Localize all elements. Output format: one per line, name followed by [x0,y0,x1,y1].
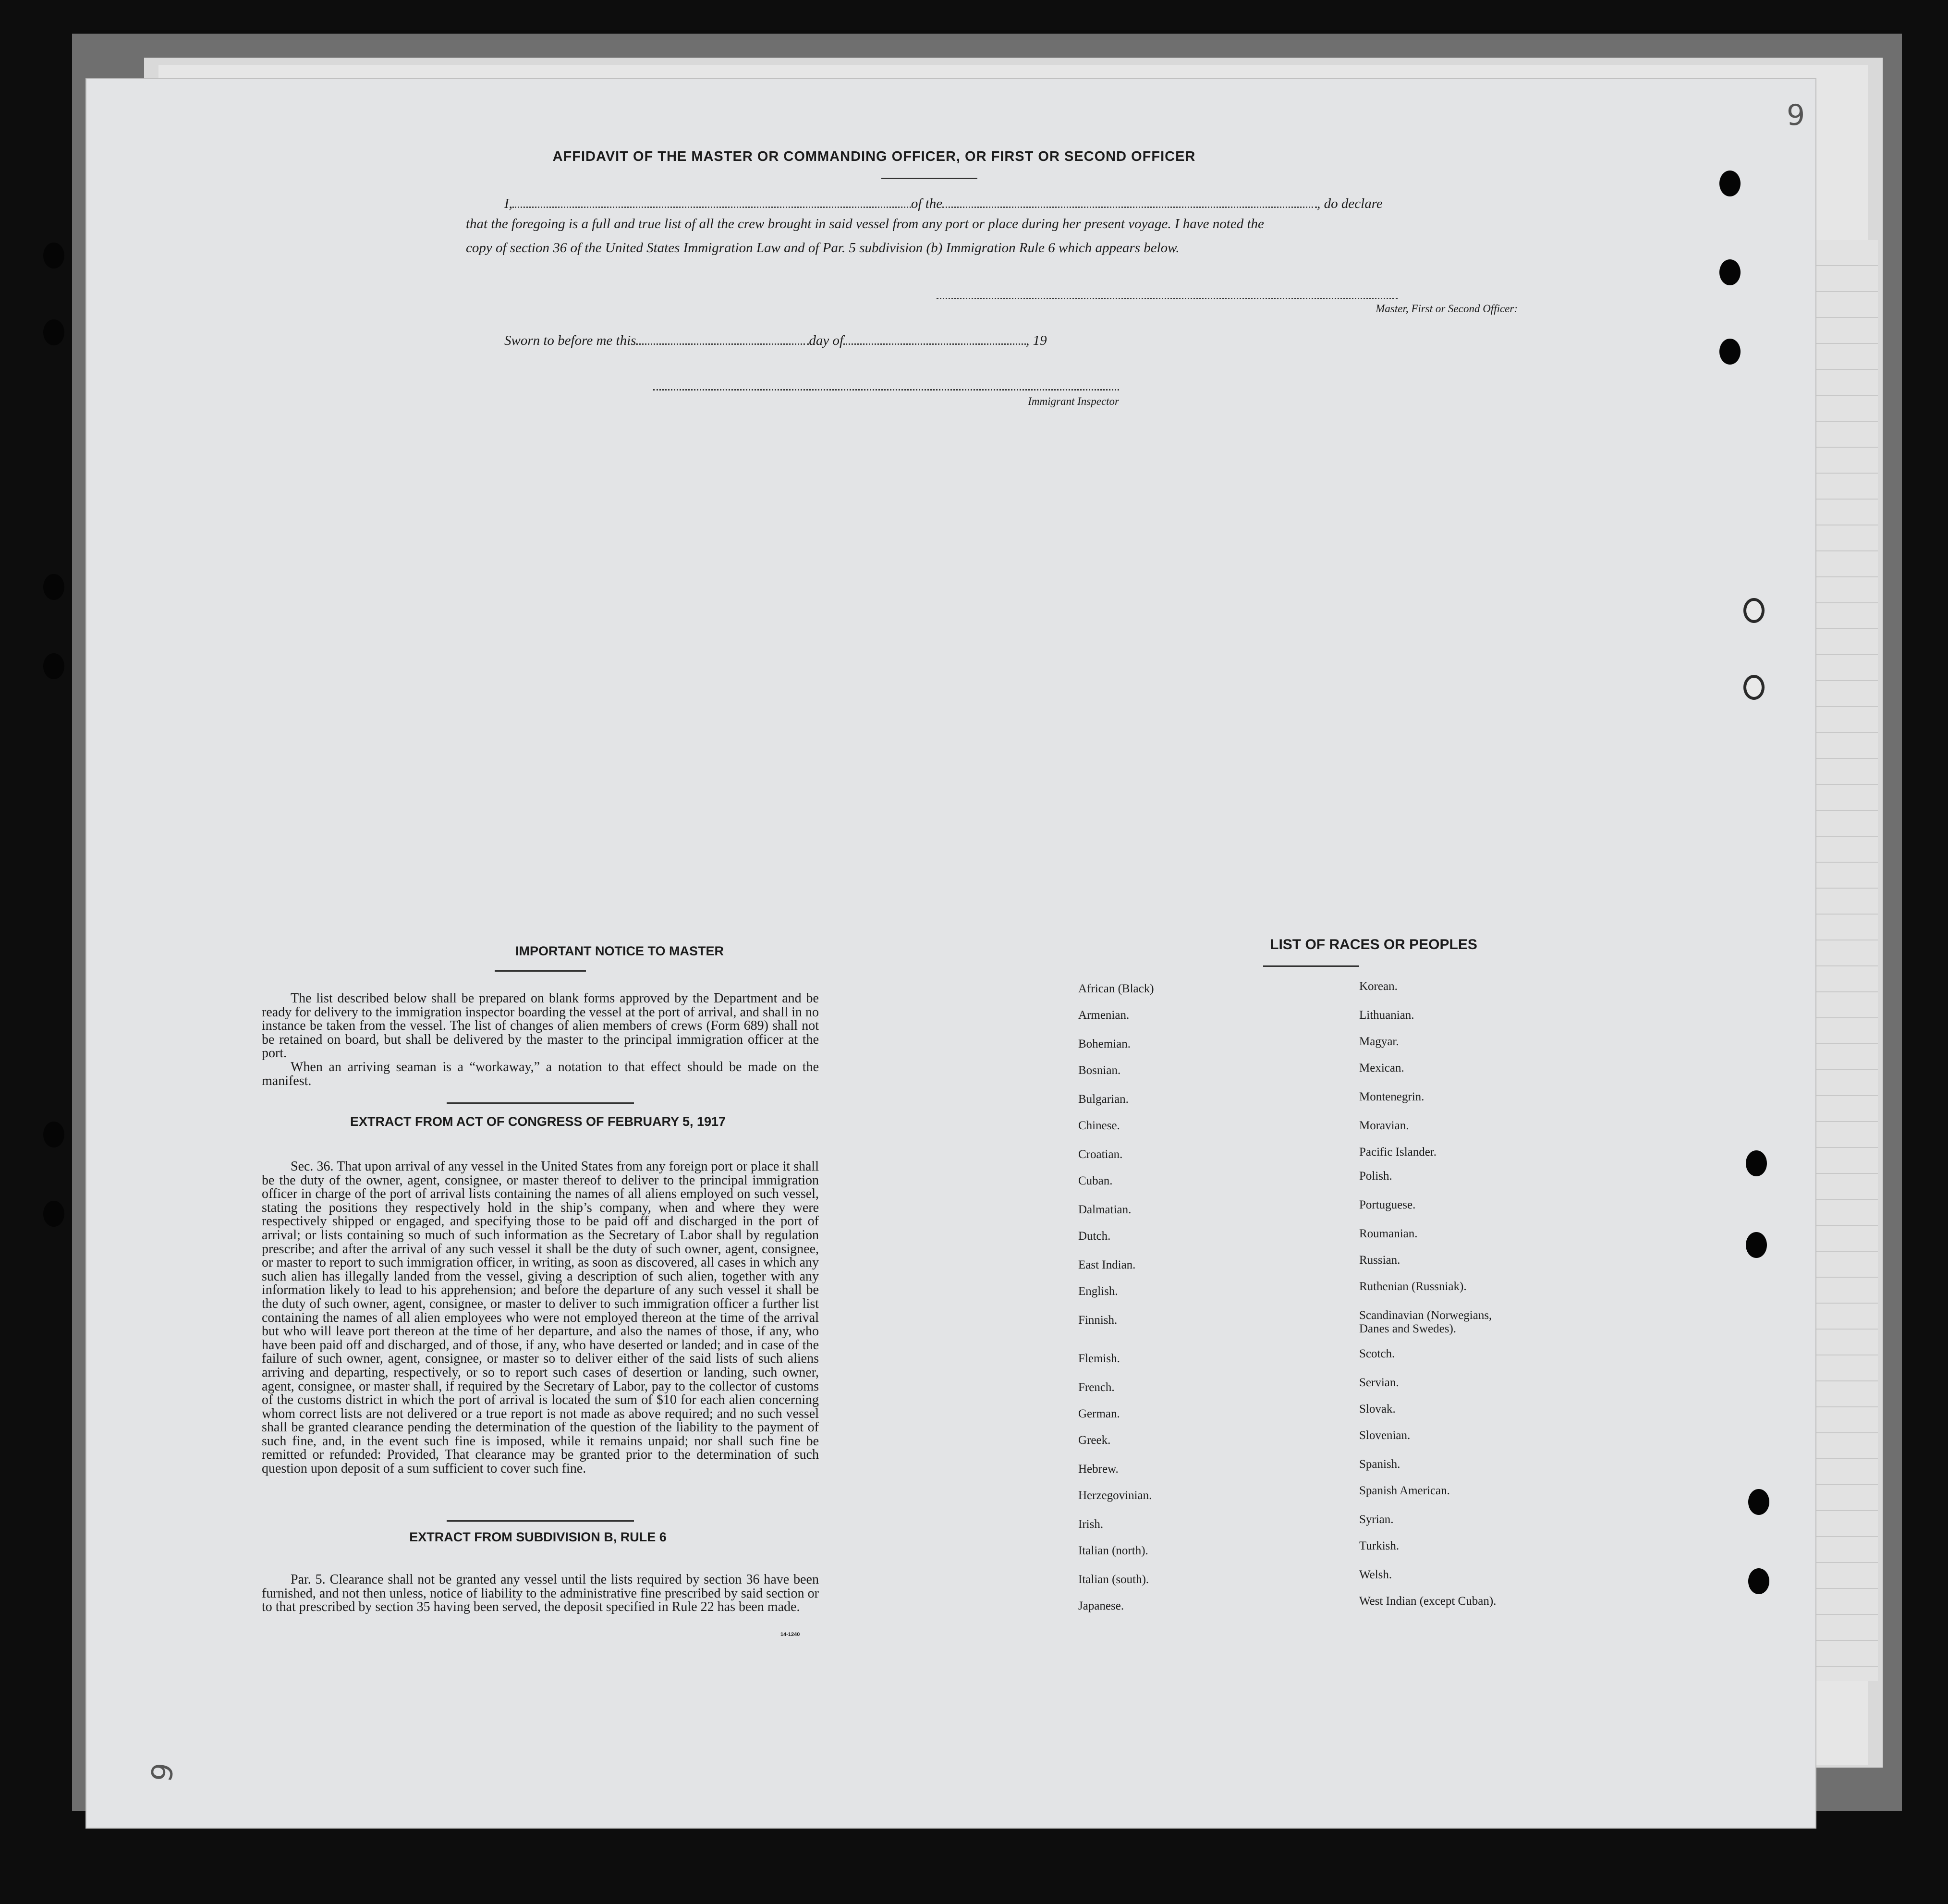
affidavit-line-3: copy of section 36 of the United States Immigration Law and of Par. 5 subdivision (b) Immigration Rule 6 which appears below. [466,240,1180,256]
signature-label: Master, First or Second Officer: [1376,303,1518,315]
sworn-prefix: Sworn to before me this [504,333,636,348]
affidavit-declare: , do declare [1317,196,1383,211]
affidavit-line-1 [466,192,1508,212]
races-underline [1263,965,1359,967]
punch-hole [43,1201,64,1227]
inspector-line [653,389,1119,391]
pencil-page-number: 9 [145,1760,181,1784]
race-item: Irish. [1078,1518,1104,1531]
section-36-text: Sec. 36. That upon arrival of any vessel in the United States from any foreign port or place it shall be the duty of the owner, agent, consignee, or master thereof to deliver to the principal immigration officer in charge of the port of arrival lists containing the names of all aliens employed on such vessel, stating the positions they respectively hold in the ship’s company, when and where they were respectively shipped or engaged, and specifying those to be paid off and discharged in the port of arrival; or lists containing so much of such information as the Secretary of Labor shall by regulation prescribe; and after the arrival of any such vessel it shall be the duty of such owner, agent, consignee, or master to report to such immigration officer, in writing, as soon as discovered, all cases in which any such alien has illegally landed from the vessel, giving a description of such alien, together with any information likely to lead to his apprehension; and before the departure of any such vessel it shall be the duty of such owner, agent, consignee, or master to deliver to such immigration officer a further list containing the names of all alien employees who were not employed thereon at the time of the arrival but who will leave port thereon at the time of her departure, and also the names of those, if any, who have been paid off and discharged, and of those, if any, who have deserted or landed; and in case of the failure of such owner, agent, consignee, or master so to deliver either of the said lists of such aliens arriving and departing, respectively, or so to report such cases of desertion or landing, such owner, agent, consignee, or master shall, if required by the Secretary of Labor, pay to the collector of customs of the customs district in which the port of arrival is located the sum of $10 for each alien concerning whom correct lists are not delivered or a true report is not made as above required; and no such vessel shall be granted clearance pending the determination of the question of the liability to the payment of such fine, and, in the event such fine is imposed, while it remains unpaid; nor shall such fine be remitted or refunded: Provided, That clearance may be granted prior to the determination of such question upon deposit of a sum sufficient to cover such fine. [262,1159,819,1477]
race-item: Portuguese. [1359,1198,1416,1211]
inspector-label: Immigrant Inspector [1028,395,1119,407]
sworn-date-blank [636,329,809,345]
punch-hole [43,243,64,269]
sworn-month-blank [843,329,1026,345]
notice-para-2: When an arriving seaman is a “workaway,” a notation to that effect should be made on the manifest. [262,1059,819,1088]
race-item: Finnish. [1078,1314,1118,1327]
notice-body [262,992,819,1088]
punch-hole [43,1122,64,1147]
sworn-day: day of [809,333,844,348]
form-number: 14-1240 [780,1632,800,1637]
affidavit-i: I, [504,196,512,211]
section-divider [447,1102,634,1104]
race-item: English. [1078,1285,1118,1298]
race-item: Armenian. [1078,1009,1130,1022]
race-item: Bulgarian. [1078,1093,1129,1106]
race-item: Pacific Islander. [1359,1146,1437,1159]
race-item: Dalmatian. [1078,1203,1132,1216]
race-item: Scotch. [1359,1347,1395,1360]
race-item: Russian. [1359,1254,1400,1267]
race-item: German. [1078,1407,1120,1420]
race-item: Chinese. [1078,1119,1120,1132]
vessel-blank [942,192,1317,208]
affidavit-of-the: of the [911,196,943,211]
extract-act-title: EXTRACT FROM ACT OF CONGRESS OF FEBRUARY 5, 1917 [350,1114,726,1129]
punch-hole [1719,171,1741,196]
affidavit-line-2: that the foregoing is a full and true list of all the crew brought in said vessel from any port or place during her present voyage. I have noted the [466,216,1264,232]
title-underline [881,178,977,179]
race-item: Syrian. [1359,1513,1394,1526]
affidavit-title: AFFIDAVIT OF THE MASTER OR COMMANDING OFFICER, OR FIRST OR SECOND OFFICER [552,149,1196,164]
punch-hole [43,653,64,679]
race-item: Scandinavian (Norwegians, Danes and Swedes). [1359,1309,1492,1335]
punch-hole [1719,259,1741,285]
race-item: Turkish. [1359,1539,1400,1552]
race-item: Ruthenian (Russniak). [1359,1280,1467,1293]
race-item: Herzegovinian. [1078,1489,1152,1502]
race-item: Montenegrin. [1359,1090,1424,1103]
document-page [86,79,1815,1828]
race-item: West Indian (except Cuban). [1359,1595,1497,1608]
punch-hole [1748,1489,1769,1515]
notice-para-1: The list described below shall be prepared on blank forms approved by the Department and be ready for delivery to the immigration inspector boarding the vessel at the port of arrival, and shall in no instance be taken from the vessel. The list of changes of alien members of crews (Form 689) shall not be retained on board, but shall be delivered by the master to the principal immigration officer at the port. [262,991,819,1061]
punch-hole [1743,598,1765,623]
sworn-year: , 19 [1026,333,1047,348]
notice-title: IMPORTANT NOTICE TO MASTER [515,944,724,958]
section-divider-2 [447,1520,634,1522]
extract-act-body [262,1160,819,1476]
race-item: Italian (south). [1078,1573,1149,1586]
race-item: African (Black) [1078,982,1154,995]
race-item: Servian. [1359,1376,1399,1389]
race-item: Hebrew. [1078,1463,1119,1476]
race-item: Flemish. [1078,1352,1120,1365]
race-item: Mexican. [1359,1062,1404,1074]
punch-hole [1719,339,1741,365]
extract-rule-title: EXTRACT FROM SUBDIVISION B, RULE 6 [409,1530,667,1544]
par-5-text: Par. 5. Clearance shall not be granted any vessel until the lists required by section 36 have been furnished, and not then unless, notice of liability to the administrative fine prescribed by said section or to that prescribed by section 35 having been served, the deposit specified in Rule 22 has been made. [262,1572,819,1615]
signature-line [937,298,1398,299]
race-item: Roumanian. [1359,1227,1418,1240]
race-item: Dutch. [1078,1230,1111,1243]
extract-rule-body [262,1573,819,1614]
race-item: Bohemian. [1078,1037,1131,1050]
race-item: Italian (north). [1078,1544,1148,1557]
punch-hole [1743,675,1765,700]
race-item: East Indian. [1078,1258,1136,1271]
race-item: Magyar. [1359,1035,1399,1048]
race-item: French. [1078,1381,1115,1394]
race-item: Slovenian. [1359,1429,1411,1442]
race-item: Bosnian. [1078,1064,1121,1077]
race-item: Greek. [1078,1434,1111,1447]
notice-underline [495,970,586,972]
race-item: Spanish American. [1359,1484,1450,1497]
race-item: Croatian. [1078,1148,1123,1161]
punch-hole [1748,1568,1769,1594]
race-item: Spanish. [1359,1458,1400,1471]
race-item: Japanese. [1078,1599,1124,1612]
races-title: LIST OF RACES OR PEOPLES [1270,937,1477,952]
pencil-corner-mark: 9 [1787,98,1805,132]
race-item: Lithuanian. [1359,1009,1414,1022]
punch-hole [43,574,64,600]
race-item: Welsh. [1359,1568,1392,1581]
race-item: Slovak. [1359,1403,1396,1416]
race-item: Korean. [1359,980,1398,993]
punch-hole [43,319,64,345]
race-item: Moravian. [1359,1119,1409,1132]
race-item: Cuban. [1078,1174,1113,1187]
race-item: Polish. [1359,1170,1392,1183]
name-blank [512,192,911,208]
punch-hole [1746,1232,1767,1258]
punch-hole [1746,1150,1767,1176]
sworn-line [504,329,1177,349]
